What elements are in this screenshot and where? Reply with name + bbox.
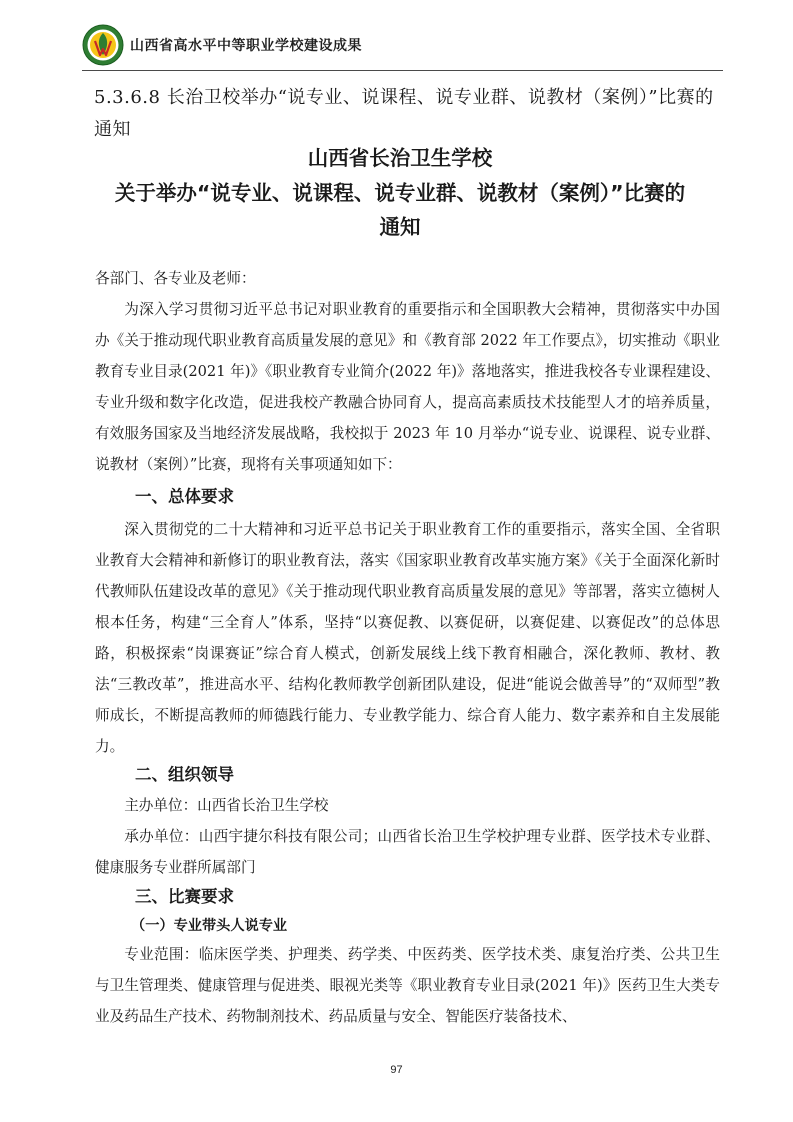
document-title-line-3: 通知 <box>379 215 421 239</box>
host-unit: 主办单位：山西省长治卫生学校 <box>124 797 329 814</box>
section-1-paragraph: 深入贯彻党的二十大精神和习近平总书记关于职业教育工作的重要指示，落实全国、全省职业教育大会精神和新修订的职业教育法，落实《国家职业教育改革实施方案》《关于全面深化新时代教师队伍建设改革的意见》《关于推动现代职业教育高质量发展的意见》等部署，落实立德树人根本任务，构建“三全育人”体系，坚持“以赛促教、以赛促研，以赛促建、以赛促改”的总体思路，积极探索“岗课赛证”综合育人模式，创新发展线上线下教育相融合，深化教师、教材、教法“三教改革”，推进高水平、结构化教师教学创新团队建设，促进“能说会做善导”的“双师型”教师成长，不断提高教师的师德践行能力、专业教学能力、综合育人能力、数字素养和自主发展能力。 <box>95 521 720 755</box>
section-3-body <box>95 939 720 1032</box>
header-title: 山西省高水平中等职业学校建设成果 <box>130 38 362 54</box>
section-2-body <box>95 790 720 883</box>
school-emblem-icon <box>82 24 124 66</box>
document-title-line-1: 山西省长治卫生学校 <box>307 146 493 170</box>
section-1-heading: 一、总体要求 <box>135 487 234 506</box>
section-2-heading: 二、组织领导 <box>135 765 234 784</box>
intro-paragraph: 为深入学习贯彻习近平总书记对职业教育的重要指示和全国职教大会精神，贯彻落实中办国办《关于推动现代职业教育高质量发展的意见》和《教育部 2022 年工作要点》，切实推动《职业教育专业目录(2021 年)》《职业教育专业简介(2022 年)》落地落实，推进我校各专业课程建设、专业升级和数字化改造，促进我校产教融合协同育人，提高高素质技术技能型人才的培养质量，有效服务国家及当地经济发展战略，我校拟于 2023 年 10 月举办“说专业、说课程、说专业群、说教材（案例）”比赛，现将有关事项通知如下： <box>95 301 720 473</box>
section-heading: 5.3.6.8 长治卫校举办“说专业、说课程、说专业群、说教材（案例）”比赛的通知 <box>94 87 714 140</box>
document-title-line-2: 关于举办“说专业、说课程、说专业群、说教材（案例）”比赛的 <box>114 181 686 205</box>
subsection-1-heading: （一）专业带头人说专业 <box>131 918 288 934</box>
organizer-unit: 承办单位：山西宇捷尔科技有限公司；山西省长治卫生学校护理专业群、医学技术专业群、健康服务专业群所属部门 <box>95 828 720 876</box>
page-header <box>82 20 722 70</box>
page-number: 97 <box>390 1064 403 1076</box>
header-divider <box>82 70 723 71</box>
section-3-heading: 三、比赛要求 <box>135 887 234 906</box>
intro-block <box>95 263 720 480</box>
salutation: 各部门、各专业及老师： <box>95 270 256 287</box>
section-1-body <box>95 514 720 762</box>
major-scope-paragraph: 专业范围：临床医学类、护理类、药学类、中医药类、医学技术类、康复治疗类、公共卫生与卫生管理类、健康管理与促进类、眼视光类等《职业教育专业目录(2021 年)》医药卫生大类专业及药品生产技术、药物制剂技术、药品质量与安全、智能医疗装备技术、 <box>95 946 720 1025</box>
